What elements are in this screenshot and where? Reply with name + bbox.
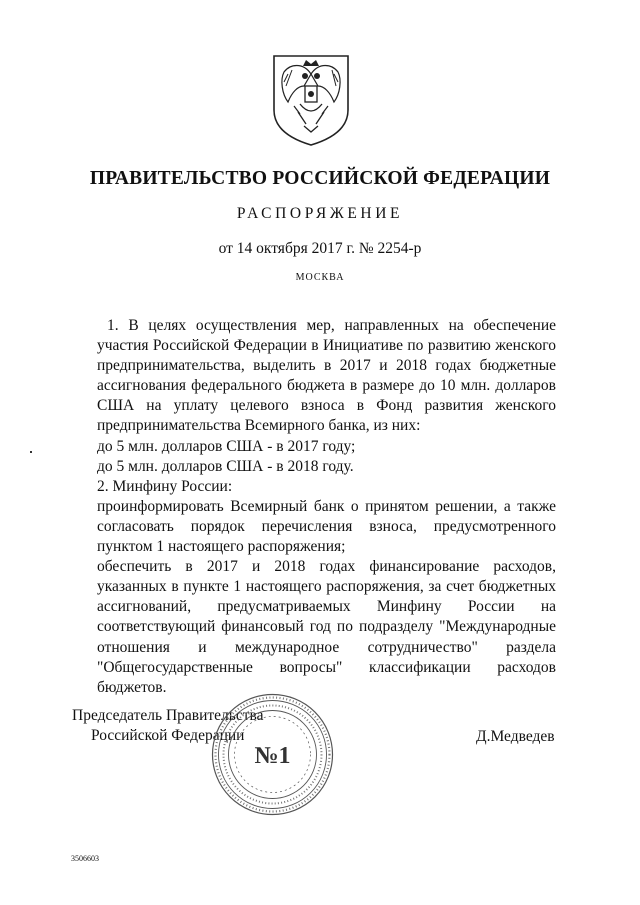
paragraph-2: до 5 млн. долларов США - в 2017 году; [97, 437, 356, 455]
government-title: ПРАВИТЕЛЬСТВО РОССИЙСКОЙ ФЕДЕРАЦИИ [89, 168, 551, 189]
document-type: РАСПОРЯЖЕНИЕ [236, 205, 404, 222]
paragraph-6: обеспечить в 2017 и 2018 годах финансирование расходов, указанных в пункте 1 настоящего распоряжения, за счет бюджетных ассигнований, предусматриваемых Минфину России на соответствующий финансовый год по подразделу "Международные отношения и международное сотрудничество" раздела "Общегосударственные вопросы" классификации расходов бюджетов. [97, 558, 556, 696]
paragraph-5: проинформировать Всемирный банк о принятом решении, а также согласовать порядок перечисления взноса, предусмотренного пунктом 1 настоящего распоряжения; [97, 497, 556, 556]
signatory-name: Д.Медведев [476, 728, 555, 745]
official-seal [210, 692, 335, 817]
scan-speck [30, 451, 32, 453]
city: МОСКВА [295, 272, 345, 283]
document-code: 3506603 [71, 854, 99, 863]
seal-number: №1 [254, 743, 291, 769]
coat-of-arms-emblem [270, 52, 352, 148]
date-number: от 14 октября 2017 г. № 2254-р [218, 240, 422, 257]
document-body [97, 316, 556, 698]
paragraph-4: 2. Минфину России: [97, 477, 233, 495]
position-line-1: Председатель Правительства [72, 707, 264, 724]
position-line-2: Российской Федерации [91, 727, 245, 744]
paragraph-1: 1. В целях осуществления мер, направленных на обеспечение участия Российской Федерации в Инициативе по развитию женского предпринимательства, выделить в 2017 и 2018 годах бюджетные ассигнования федерального бюджета в размере до 10 млн. долларов США на уплату целевого взноса в Фонд развития женского предпринимательства Всемирного банка, из них: [97, 317, 556, 435]
paragraph-3: до 5 млн. долларов США - в 2018 году. [97, 457, 354, 475]
